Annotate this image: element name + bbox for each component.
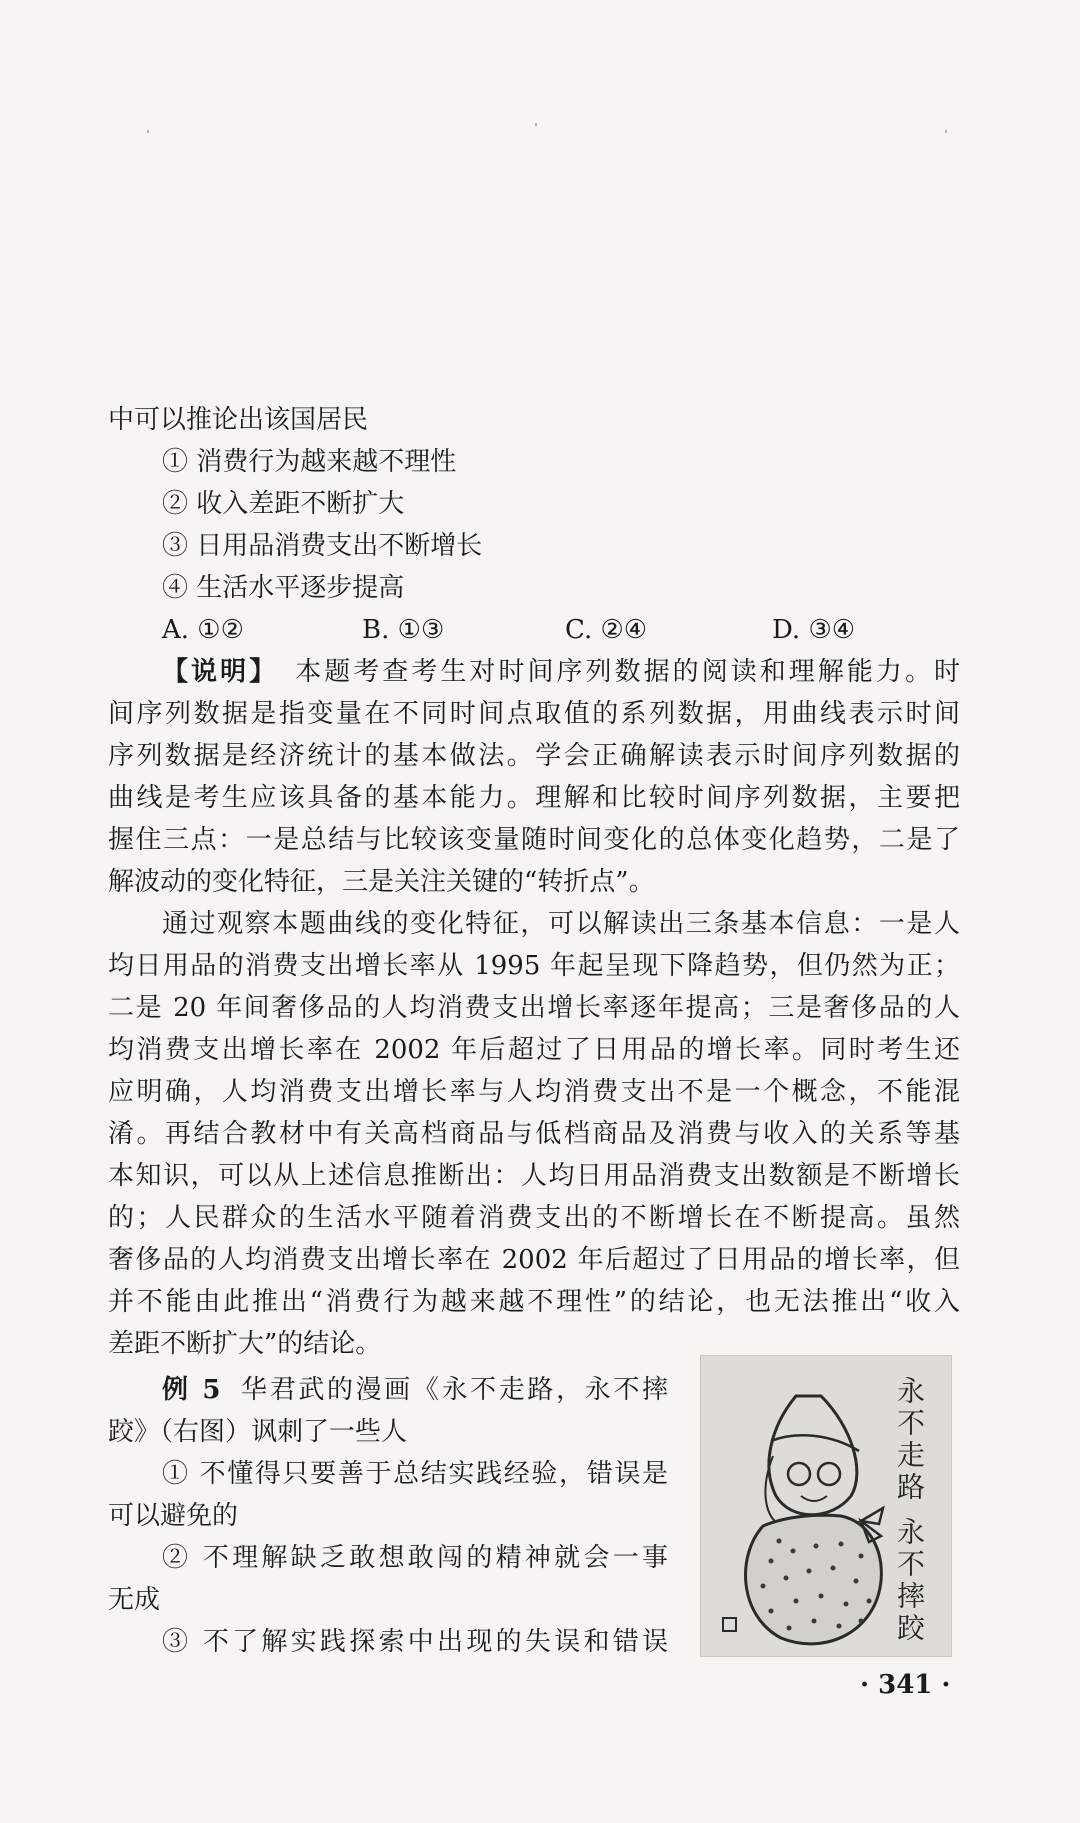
analysis-line: 淆。再结合教材中有关高档商品与低档商品及消费与收入的关系等基: [108, 1119, 960, 1149]
analysis-line: 奢侈品的人均消费支出增长率在 2002 年后超过了日用品的增长率，但: [108, 1245, 960, 1275]
example5-line: 无成: [108, 1585, 161, 1615]
cartoon-caption: 永不走路 永不摔跤: [893, 1376, 926, 1645]
analysis-line: 均消费支出增长率在 2002 年后超过了日用品的增长率。同时考生还: [108, 1035, 960, 1065]
example5-line: 可以避免的: [108, 1501, 239, 1531]
question-item: ④ 生活水平逐步提高: [162, 573, 405, 603]
analysis-line: 差距不断扩大”的结论。: [108, 1329, 382, 1359]
analysis-line: 通过观察本题曲线的变化特征，可以解读出三条基本信息：一是人: [162, 909, 960, 939]
explanation-line: 解波动的变化特征，三是关注关键的“转折点”。: [108, 867, 655, 897]
explanation-line: 间序列数据是指变量在不同时间点取值的系列数据，用曲线表示时间: [108, 699, 960, 729]
choice-b: B. ①③: [362, 615, 445, 645]
scan-speck: [147, 130, 149, 133]
analysis-line: 本知识，可以从上述信息推断出：人均日用品消费支出数额是不断增长: [108, 1161, 960, 1191]
explanation-line: 握住三点：一是总结与比较该变量随时间变化的总体变化趋势，二是了: [108, 825, 960, 855]
page-number: · 341 ·: [860, 1670, 951, 1700]
analysis-line: 的；人民群众的生活水平随着消费支出的不断增长在不断提高。虽然: [108, 1203, 960, 1233]
analysis-line: 并不能由此推出“消费行为越来越不理性”的结论，也无法推出“收入: [108, 1287, 960, 1317]
explanation-text: 本题考查考生对时间序列数据的阅读和理解能力。时: [292, 657, 960, 687]
question-item: ② 收入差距不断扩大: [162, 489, 405, 519]
explanation-line: 曲线是考生应该具备的基本能力。理解和比较时间序列数据，主要把: [108, 783, 960, 813]
explanation-label: 【说明】: [162, 657, 279, 687]
explanation-first-line: [162, 652, 960, 692]
cartoon-illustration: [700, 1355, 952, 1657]
example5-item: ③ 不了解实践探索中出现的失误和错误: [162, 1627, 668, 1657]
question-item: ③ 日用品消费支出不断增长: [162, 531, 483, 561]
scan-speck: [535, 123, 537, 126]
example5-label: 例 5: [162, 1375, 221, 1405]
scan-speck: [945, 130, 947, 133]
choice-c: C. ②④: [565, 615, 648, 645]
choice-d: D. ③④: [772, 615, 856, 645]
analysis-line: 应明确，人均消费支出增长率与人均消费支出不是一个概念，不能混: [108, 1077, 960, 1107]
question-item: ① 消费行为越来越不理性: [162, 447, 457, 477]
explanation-line: 序列数据是经济统计的基本做法。学会正确解读表示时间序列数据的: [108, 741, 960, 771]
example5-item: ② 不理解缺乏敢想敢闯的精神就会一事: [162, 1543, 668, 1573]
example5-line: 跤》（右图）讽刺了一些人: [108, 1417, 408, 1447]
example5-item: ① 不懂得只要善于总结实践经验，错误是: [162, 1459, 668, 1489]
analysis-line: 均日用品的消费支出增长率从 1995 年起呈现下降趋势，但仍然为正；: [108, 951, 960, 981]
example5-text: 华君武的漫画《永不走路，永不摔: [238, 1375, 668, 1405]
example5-first-line: [162, 1370, 668, 1410]
choice-a: A. ①②: [162, 615, 244, 645]
analysis-line: 二是 20 年间奢侈品的人均消费支出增长率逐年提高；三是奢侈品的人: [108, 993, 960, 1023]
question-stem-end: 中可以推论出该国居民: [108, 405, 369, 435]
